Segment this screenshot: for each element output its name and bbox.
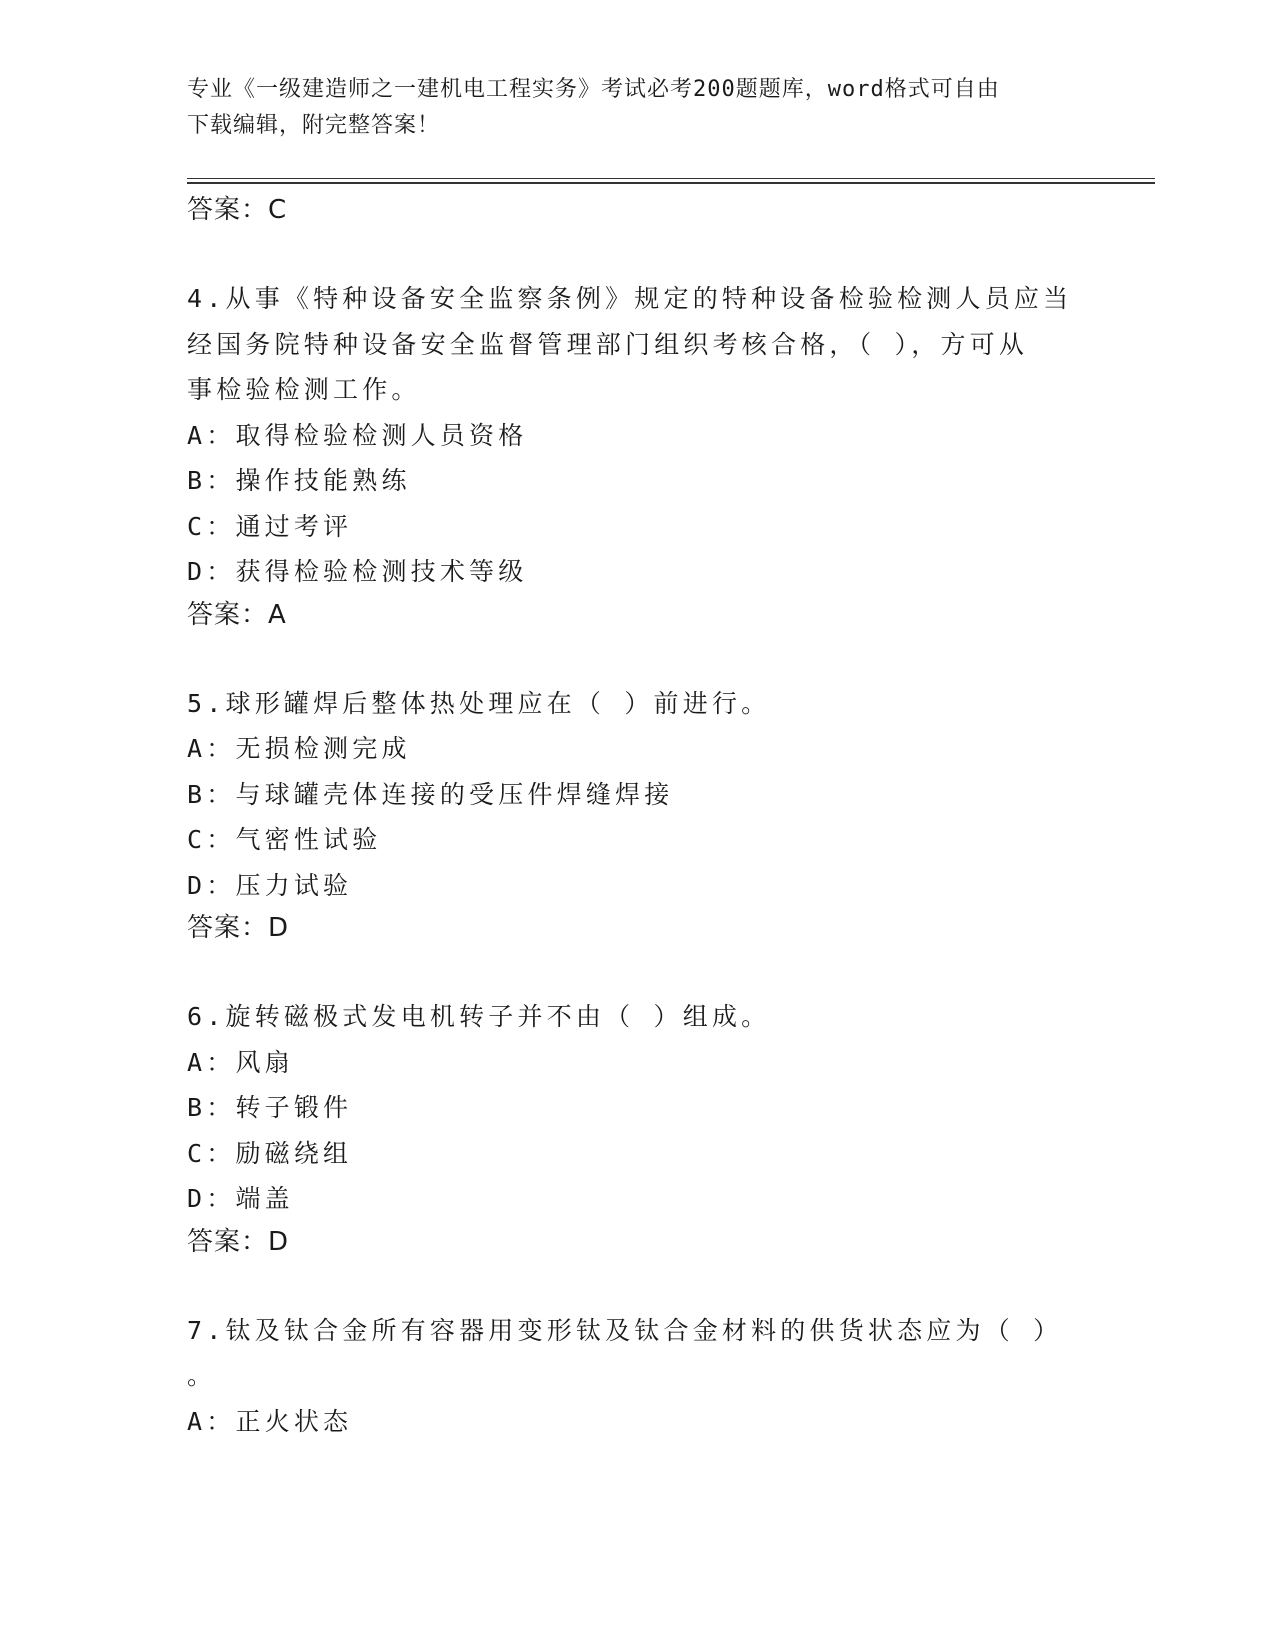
option-c: C：励磁绕组 bbox=[187, 1138, 353, 1168]
option-c: C：通过考评 bbox=[187, 511, 353, 541]
spacer bbox=[187, 948, 1087, 994]
answer-line: 答案：D bbox=[187, 913, 290, 943]
question-text bbox=[187, 1308, 1087, 1399]
option-d: D：压力试验 bbox=[187, 870, 353, 900]
option-a: A：正火状态 bbox=[187, 1406, 353, 1436]
spacer bbox=[187, 230, 1087, 276]
answer-block bbox=[187, 190, 1087, 230]
answer-line: 答案：A bbox=[187, 599, 287, 630]
option-b: B：操作技能熟练 bbox=[187, 466, 411, 495]
question-line: 事检验检测工作。 bbox=[187, 375, 421, 404]
document-header bbox=[187, 72, 1087, 144]
question-line: 6.旋转磁极式发电机转子并不由（ ）组成。 bbox=[187, 1002, 771, 1031]
question-line: 5.球形罐焊后整体热处理应在（ ）前进行。 bbox=[187, 688, 771, 718]
question-block bbox=[187, 276, 1087, 635]
question-text bbox=[187, 994, 1087, 1040]
question-block bbox=[187, 994, 1087, 1262]
header-divider-thick bbox=[187, 182, 1155, 184]
question-line: 7.钛及钛合金所有容器用变形钛及钛合金材料的供货状态应为（ ） bbox=[187, 1315, 1063, 1345]
question-block bbox=[187, 681, 1087, 949]
answer-line: 答案：D bbox=[187, 1226, 290, 1257]
question-line: 4.从事《特种设备安全监察条例》规定的特种设备检验检测人员应当 bbox=[187, 284, 1073, 313]
option-a: A：风扇 bbox=[187, 1047, 294, 1077]
option-c: C：气密性试验 bbox=[187, 825, 382, 854]
option-a: A：无损检测完成 bbox=[187, 734, 411, 763]
spacer bbox=[187, 1262, 1087, 1308]
header-divider-thin bbox=[187, 178, 1155, 179]
option-d: D：端盖 bbox=[187, 1184, 294, 1213]
header-line-1: 专业《一级建造师之一建机电工程实务》考试必考200题题库，word格式可自由 bbox=[187, 77, 1000, 102]
option-a: A：取得检验检测人员资格 bbox=[187, 420, 528, 450]
answer-line: 答案：C bbox=[187, 195, 288, 225]
option-b: B：与球罐壳体连接的受压件焊缝焊接 bbox=[187, 779, 674, 809]
question-line: 。 bbox=[187, 1361, 217, 1390]
option-b: B：转子锻件 bbox=[187, 1093, 353, 1122]
question-line: 经国务院特种设备安全监督管理部门组织考核合格，（ ），方可从 bbox=[187, 329, 1029, 359]
document-body bbox=[187, 190, 1087, 1444]
question-text bbox=[187, 276, 1087, 413]
spacer bbox=[187, 635, 1087, 681]
option-d: D：获得检验检测技术等级 bbox=[187, 557, 528, 586]
header-line-2: 下载编辑，附完整答案！ bbox=[187, 113, 441, 138]
question-block bbox=[187, 1308, 1087, 1445]
question-text bbox=[187, 681, 1087, 727]
